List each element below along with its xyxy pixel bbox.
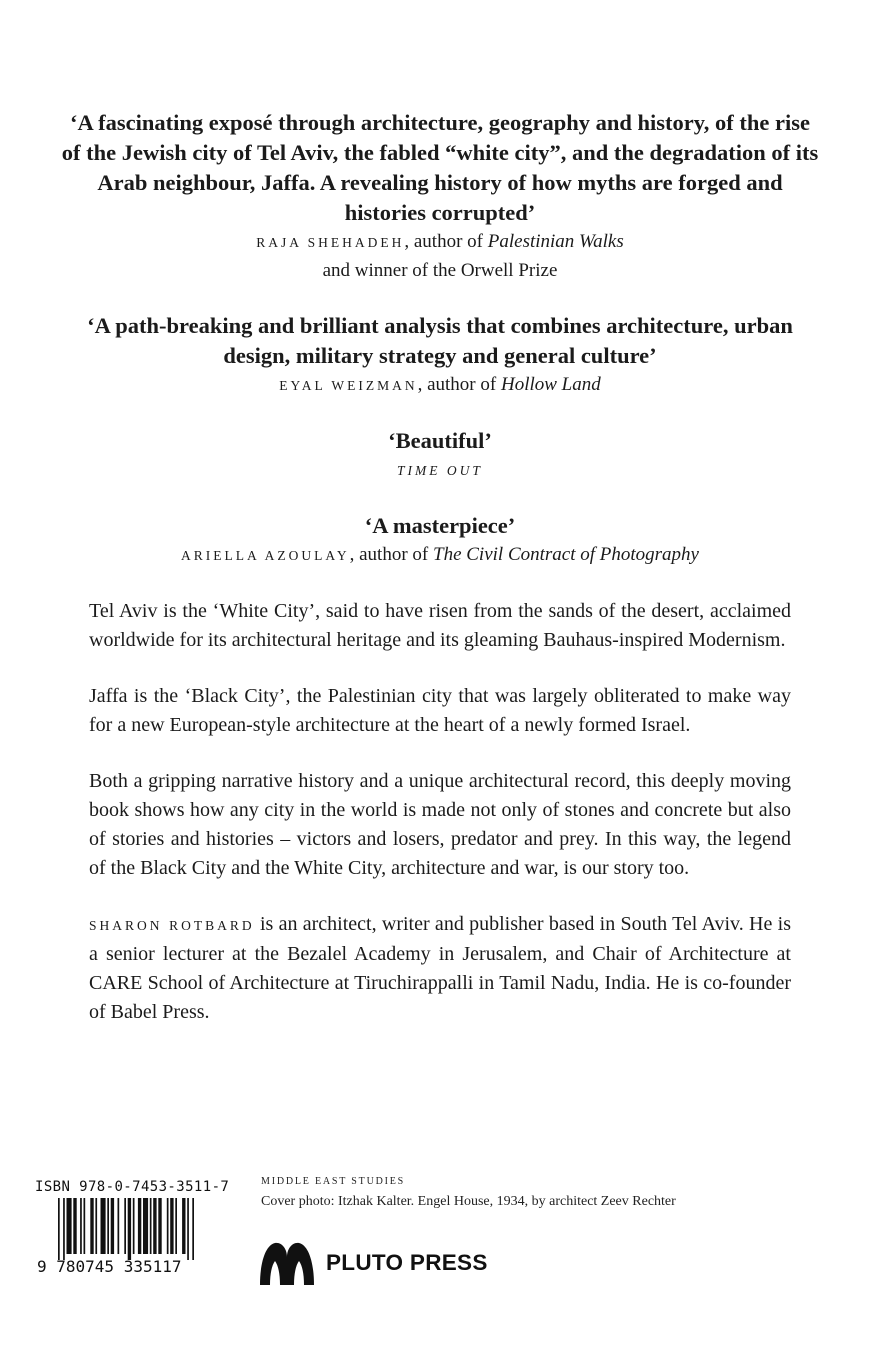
praise-source: TIME OUT xyxy=(397,463,483,478)
barcode-bar xyxy=(58,1198,60,1260)
praise-work-title: The Civil Contract of Photography xyxy=(433,544,699,565)
praise-author-name: EYAL WEIZMAN xyxy=(279,378,418,393)
praise-attribution xyxy=(60,541,820,570)
barcode-bar xyxy=(150,1198,152,1254)
barcode-bar xyxy=(80,1198,82,1254)
barcode-bar xyxy=(128,1198,131,1260)
praise-author-name: RAJA SHEHADEH xyxy=(256,235,405,250)
praise-attribution xyxy=(60,228,820,257)
praise-attribution xyxy=(60,456,820,485)
praise-award: and winner of the Orwell Prize xyxy=(322,260,558,281)
praise-author-name: ARIELLA AZOULAY xyxy=(181,548,350,563)
barcode-bar xyxy=(158,1198,161,1254)
praise-quote: ‘Beautiful’ xyxy=(388,428,492,453)
pluto-press-logo-icon xyxy=(258,1239,316,1287)
praise-quote: ‘A fascinating exposé through architecture, geography and history, of the rise of the Jewish city of Tel Aviv, the fabled “white city”, and the degradation of its Arab neighbour, Jaffa. A revealing history of how myths are forged and histories corrupted’ xyxy=(61,110,819,225)
praise-quote: ‘A path-breaking and brilliant analysis that combines architecture, urban design, military strategy and general culture’ xyxy=(87,313,793,368)
isbn-text: ISBN 978-0-7453-3511-7 xyxy=(35,1179,230,1195)
author-bio-text: is an architect, writer and publisher based in South Tel Aviv. He is a senior lecturer at the Bezalel Academy in Jerusalem, and Chair of Architecture at CARE School of Architecture at Tiruchirappalli in Tamil Nadu, India. He is co-founder of Babel Press. xyxy=(89,913,791,1023)
barcode-bar xyxy=(95,1198,97,1254)
barcode-bar xyxy=(118,1198,120,1254)
barcode-bar xyxy=(84,1198,86,1254)
barcode-bar xyxy=(153,1198,156,1254)
praise-work-title: Hollow Land xyxy=(500,374,601,395)
barcode-bar xyxy=(101,1198,106,1254)
praise-shehadeh xyxy=(60,108,820,285)
barcode-bar xyxy=(170,1198,173,1254)
praise-work-title: Palestinian Walks xyxy=(487,231,624,252)
book-description xyxy=(89,597,791,1054)
barcode-bar xyxy=(143,1198,148,1254)
barcode-bar xyxy=(167,1198,169,1254)
barcode-bar xyxy=(138,1198,141,1254)
series-label: MIDDLE EAST STUDIES xyxy=(261,1176,406,1187)
barcode-bar xyxy=(63,1198,65,1260)
barcode-bar xyxy=(133,1198,135,1254)
praise-quote: ‘A masterpiece’ xyxy=(364,513,516,538)
barcode-bar xyxy=(175,1198,177,1254)
barcode-bar xyxy=(192,1198,194,1260)
barcode-bar xyxy=(107,1198,109,1254)
barcode-digits: 9 780745 335117 xyxy=(37,1257,182,1274)
description-paragraph: Both a gripping narrative history and a unique architectural record, this deeply moving book shows how any city in the world is made not only of stones and concrete but also of stories and histories – victors and losers, predator and prey. In this way, the legend of the Black City and the White City, architecture and war, is our story too. xyxy=(89,770,791,879)
barcode-bar xyxy=(182,1198,185,1254)
barcode-bar xyxy=(90,1198,93,1254)
praise-weizman xyxy=(60,311,820,400)
barcode-icon xyxy=(36,1198,244,1274)
author-name: SHARON ROTBARD xyxy=(89,918,255,933)
barcode-bar xyxy=(73,1198,76,1254)
publisher-name: PLUTO PRESS xyxy=(326,1250,488,1275)
barcode-bar xyxy=(67,1198,72,1254)
praise-section xyxy=(60,108,820,596)
barcode-bar xyxy=(111,1198,114,1254)
back-cover-footer xyxy=(0,1173,880,1293)
barcode xyxy=(36,1198,244,1274)
cover-credit: Cover photo: Itzhak Kalter. Engel House, 1934, by architect Zeev Rechter xyxy=(261,1194,676,1209)
description-paragraph: Tel Aviv is the ‘White City’, said to have risen from the sands of the desert, acclaimed worldwide for its architectural heritage and its gleaming Bauhaus-inspired Modernism. xyxy=(89,600,791,651)
author-of-text: , author of xyxy=(417,374,501,395)
author-of-text: , author of xyxy=(404,231,488,252)
praise-time-out xyxy=(60,426,820,485)
barcode-bar xyxy=(124,1198,126,1254)
publisher-mark xyxy=(258,1239,488,1287)
description-paragraph: Jaffa is the ‘Black City’, the Palestinian city that was largely obliterated to make way for a new European-style architecture at the heart of a newly formed Israel. xyxy=(89,685,791,736)
barcode-bar xyxy=(187,1198,189,1260)
author-bio xyxy=(89,910,791,1027)
praise-azoulay xyxy=(60,511,820,570)
author-of-text: , author of xyxy=(349,544,433,565)
praise-attribution xyxy=(60,371,820,400)
